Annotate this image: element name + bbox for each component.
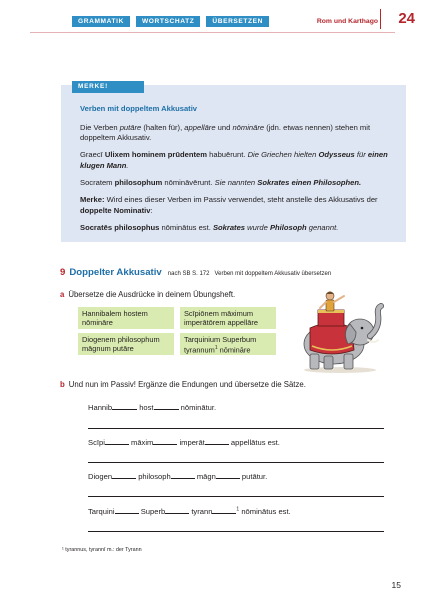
footnote-marker: 1 <box>214 345 218 352</box>
text: und <box>215 122 233 132</box>
bold-term: Sokrates <box>212 222 246 232</box>
elephant-rider-illustration <box>292 288 384 374</box>
translation-line[interactable] <box>88 531 384 532</box>
merke-paragraph-1 <box>80 123 400 144</box>
text: : <box>150 205 153 215</box>
tab-wortschatz: WORTSCHATZ <box>136 16 200 27</box>
word-stem: Diogen <box>88 472 113 481</box>
translation: Sie nannten <box>214 177 258 187</box>
word-stem: Superb <box>138 507 166 516</box>
word-stem: tyrann <box>189 507 213 516</box>
bold-term: Odysseus <box>318 150 355 160</box>
card-line: Diogenem philosophum <box>82 335 160 344</box>
card-line: māgnum putāre <box>82 344 134 354</box>
translation: für <box>354 150 368 160</box>
tab-grammatik: GRAMMATIK <box>72 16 130 27</box>
ending-blank[interactable] <box>112 471 136 479</box>
exercise-title <box>60 267 331 278</box>
word-stem: māgn <box>194 472 216 481</box>
text: (jdn. etwas nennen) stehen mit doppeltem Akkusativ. <box>80 122 371 143</box>
card-line: nōmināre <box>82 318 113 328</box>
bold-term: philosophum <box>114 177 163 187</box>
word-stem: Hannib <box>88 403 113 412</box>
text: habuērunt. <box>207 150 248 160</box>
card-line <box>184 344 272 355</box>
bold-term: Merke: <box>80 195 105 205</box>
expression-cards <box>78 307 278 367</box>
merke-content <box>80 104 400 240</box>
text: Wird eines dieser Verben im Passiv verwendet, steht anstelle des Akkusativs der <box>104 195 378 205</box>
exercise-name: Doppelter Akkusativ <box>69 267 162 278</box>
sentence-row-1 <box>88 402 216 412</box>
ending-blank[interactable] <box>154 402 179 410</box>
word-stem: philosoph <box>136 472 171 481</box>
translation: Die Griechen hielten <box>247 150 319 160</box>
footnote-marker: 1 <box>236 506 240 513</box>
latin-term: nōmināre <box>232 122 265 132</box>
bold-term: Sokrates einen Philosophen. <box>257 177 362 187</box>
translation: wurde <box>245 222 270 232</box>
bold-term: Philosoph <box>269 222 307 232</box>
merke-label: MERKE! <box>72 81 144 93</box>
ending-blank[interactable] <box>153 437 177 445</box>
translation: genannt. <box>306 222 339 232</box>
card-line: imperātōrem appellāre <box>184 318 258 328</box>
sentence-row-3 <box>88 471 267 481</box>
latin-term: putāre <box>119 122 142 132</box>
task-a-letter: a <box>60 290 65 299</box>
exercise-reference: nach SB S. 172 <box>167 271 210 277</box>
ending-blank[interactable] <box>212 506 236 514</box>
word-stem: Scīpi <box>88 438 105 447</box>
category-tabs <box>72 16 269 27</box>
text: Graecī <box>80 150 105 160</box>
expression-card <box>78 333 174 355</box>
task-b-letter: b <box>60 380 65 389</box>
word-stem: nōminātur. <box>178 403 217 412</box>
task-a-text: Übersetze die Ausdrücke in deinem Übungsheft. <box>68 290 236 299</box>
task-a <box>60 290 235 299</box>
card-line: Hannibalem hostem <box>82 309 148 318</box>
ending-blank[interactable] <box>171 471 195 479</box>
footnote: ¹ tyrannus, tyrannī m.: der Tyrann <box>62 547 142 553</box>
text: tyrannum <box>184 345 215 355</box>
merke-heading: Verben mit doppeltem Akkusativ <box>80 104 198 113</box>
word-stem: imperāt <box>177 438 205 447</box>
task-b-text: Und nun im Passiv! Ergänze die Endungen und übersetze die Sätze. <box>68 380 306 389</box>
exercise-number: 9 <box>60 267 66 278</box>
sentence-row-2 <box>88 437 280 447</box>
ending-blank[interactable] <box>112 402 137 410</box>
translation-line[interactable] <box>88 462 384 463</box>
text: Socratem <box>80 177 115 187</box>
ending-blank[interactable] <box>216 471 240 479</box>
text: nōminātus est. <box>159 222 213 232</box>
card-line: Tarquinium Superbum <box>184 335 257 344</box>
chapter-title: Rom und Karthago <box>316 18 378 25</box>
merke-paragraph-2 <box>80 150 400 171</box>
tab-uebersetzen: ÜBERSETZEN <box>206 16 269 27</box>
ending-blank[interactable] <box>115 506 139 514</box>
chapter-number: 24 <box>398 10 415 27</box>
bold-term: doppelte Nominativ <box>80 205 151 215</box>
bold-term: Socratēs philosophus <box>80 222 160 232</box>
translation: . <box>126 160 129 170</box>
expression-card <box>78 307 174 329</box>
merke-paragraph-3 <box>80 178 400 189</box>
text: nōmināvērunt. <box>162 177 215 187</box>
word-stem: putātur. <box>239 472 268 481</box>
translation-line[interactable] <box>88 496 384 497</box>
text: Die Verben <box>80 122 120 132</box>
ending-blank[interactable] <box>105 437 129 445</box>
bold-term: einen klugen Mann <box>80 150 388 170</box>
sentence-row-4 <box>88 506 291 516</box>
merke-paragraph-5 <box>80 223 400 234</box>
merke-paragraph-4 <box>80 195 400 216</box>
header-rule <box>30 32 395 33</box>
word-stem: nōminātus est. <box>239 507 291 516</box>
word-stem: host <box>137 403 154 412</box>
translation-line[interactable] <box>88 428 384 429</box>
word-stem: māxim <box>128 438 154 447</box>
exercise-subtitle: Verben mit doppeltem Akkusativ übersetzen <box>214 271 332 277</box>
ending-blank[interactable] <box>205 437 229 445</box>
expression-card <box>180 307 276 329</box>
card-line: Scīpiōnem māximum <box>184 309 253 318</box>
word-stem: Tarquini <box>88 507 115 516</box>
expression-card <box>180 333 276 355</box>
text: nōmināre <box>217 345 251 355</box>
text: (halten für), <box>141 122 185 132</box>
task-b <box>60 380 306 389</box>
bold-term: Ulixem hominem prūdentem <box>104 150 208 160</box>
ending-blank[interactable] <box>165 506 189 514</box>
word-stem: appellātus est. <box>228 438 280 447</box>
page-number: 15 <box>391 580 401 590</box>
latin-term: appellāre <box>184 122 216 132</box>
